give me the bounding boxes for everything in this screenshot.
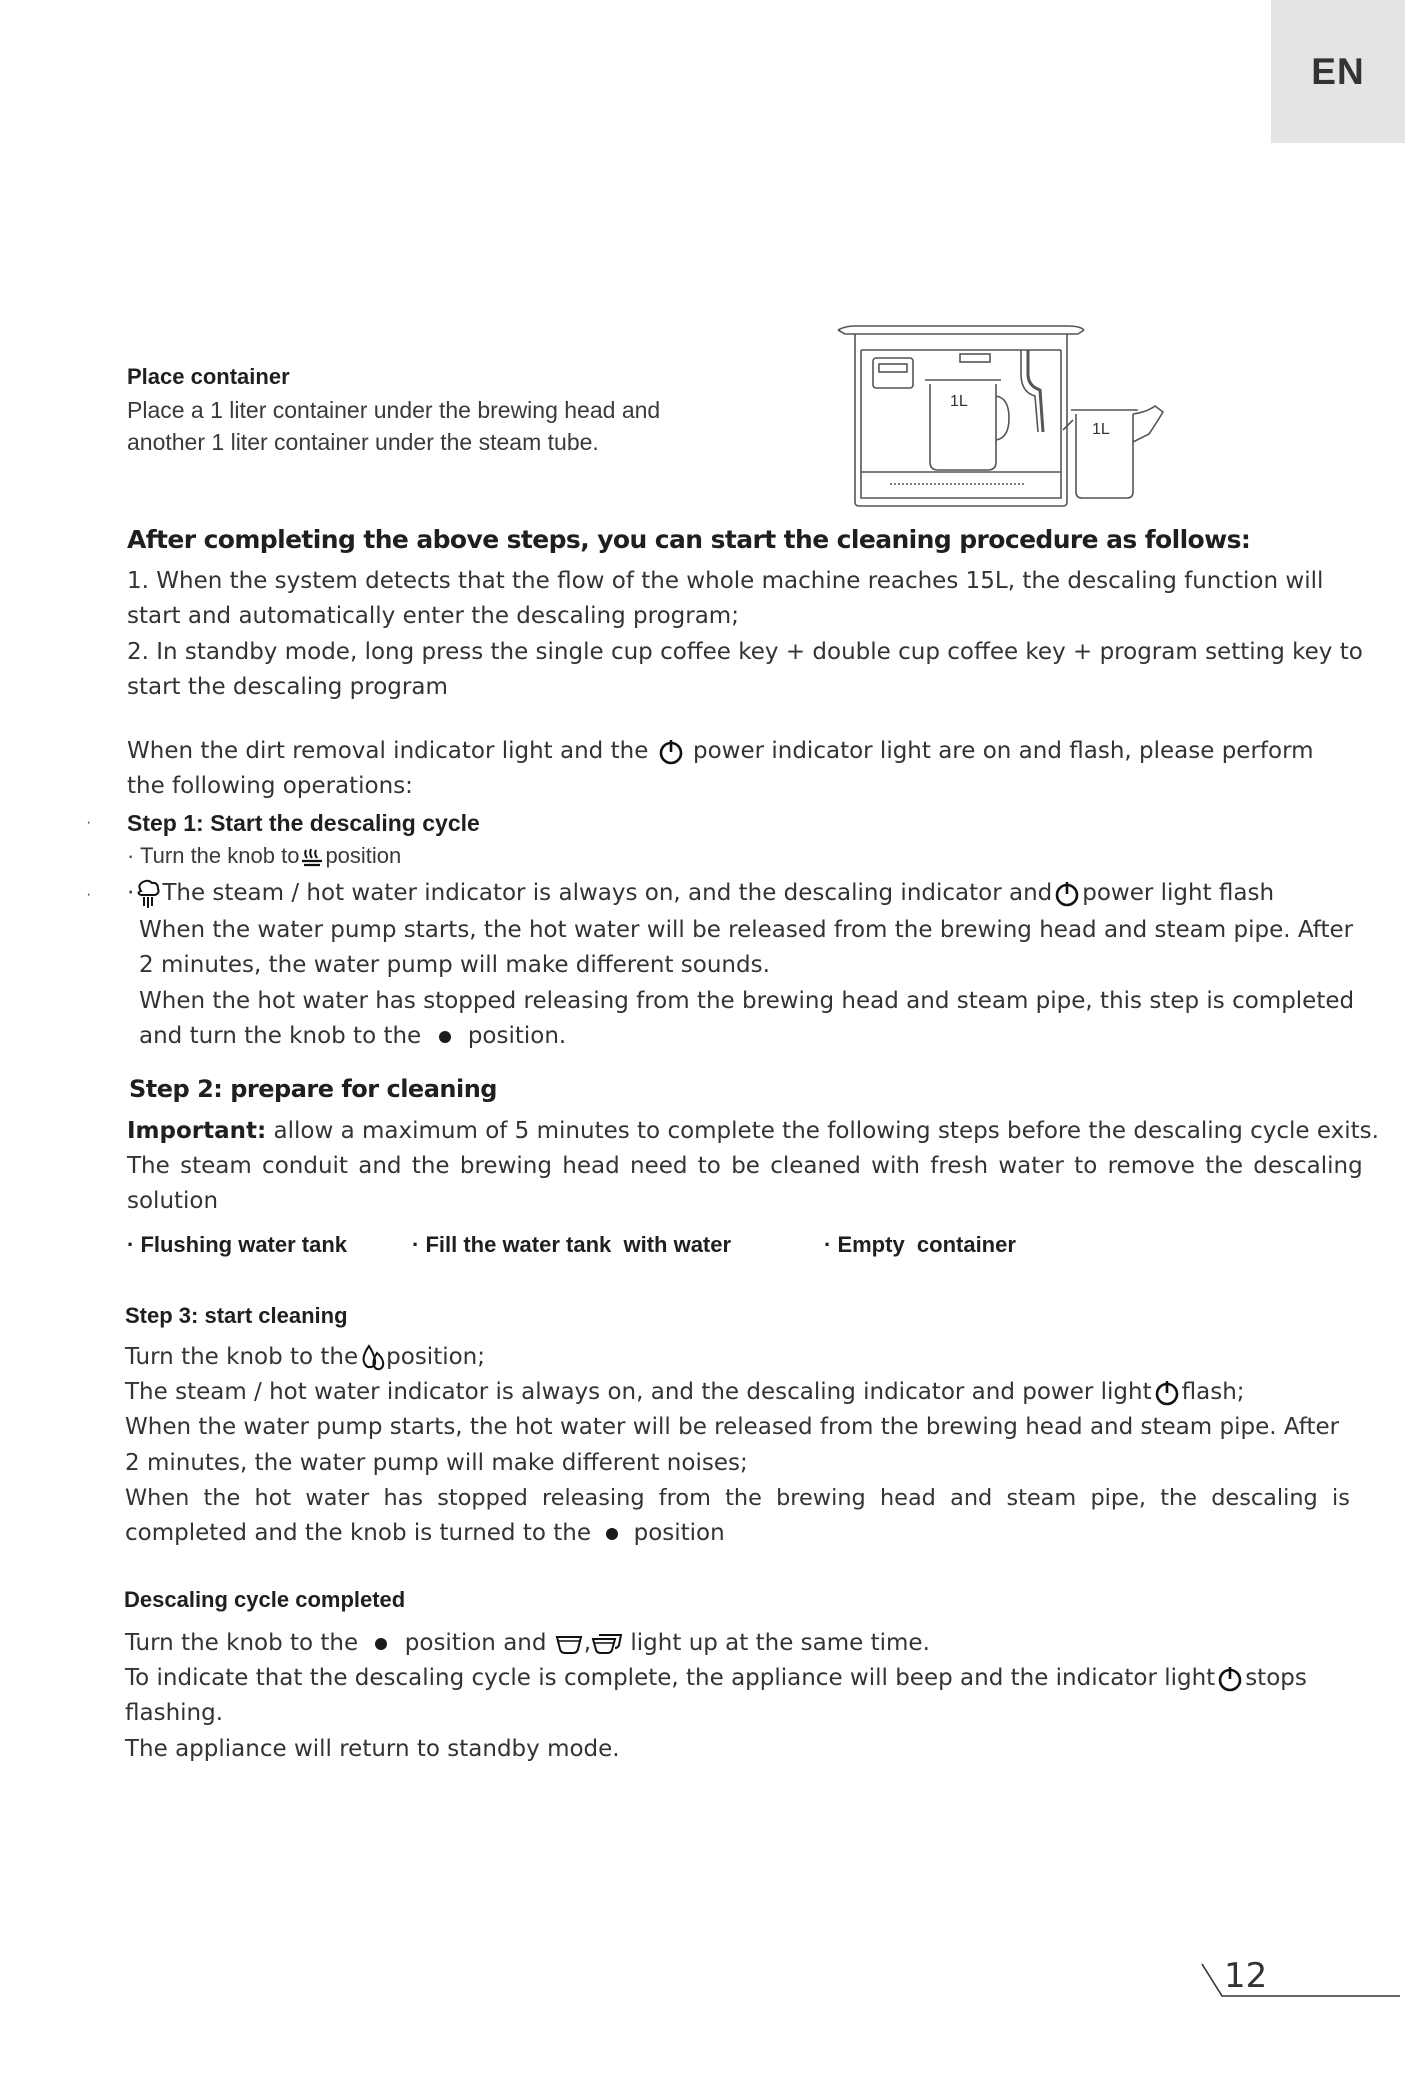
language-tab: EN [1271, 0, 1405, 143]
descaling-completed-title: Descaling cycle completed [124, 1587, 406, 1612]
steam-icon [134, 879, 162, 909]
indicator-line-2: the following operations: [127, 773, 413, 799]
step-3-line-5: When the hot water has stopped releasing from the brewing head and steam pipe, the descaling is [125, 1485, 1350, 1511]
power-icon [1152, 1378, 1182, 1408]
step-3-line-6-a: completed and the knob is turned to the [125, 1520, 591, 1546]
step-1-steam-line [127, 876, 1274, 911]
off-position-dot-icon [375, 1638, 387, 1650]
step-1-knob-line [127, 840, 401, 872]
step-1-para-4 [139, 1019, 566, 1054]
completed-line-3: flashing. [125, 1700, 224, 1726]
step-3-line-2-a: The steam / hot water indicator is always on, and the descaling indicator and power light [125, 1379, 1152, 1405]
step-2-important-line [127, 1114, 1379, 1149]
step-1-para-2: 2 minutes, the water pump will make different sounds. [139, 952, 770, 978]
step-1-para-4-a: and turn the knob to the [139, 1023, 422, 1049]
single-cup-icon [554, 1632, 584, 1656]
intro-line-2: start and automatically enter the descaling program; [127, 603, 739, 629]
completed-line-2-a: To indicate that the descaling cycle is complete, the appliance will beep and the indicator light [125, 1665, 1216, 1691]
power-icon [656, 737, 686, 767]
important-text: allow a maximum of 5 minutes to complete the following steps before the descaling cycle exits. [273, 1118, 1379, 1144]
step-3-line-2 [125, 1375, 1245, 1410]
step-1-steam-text-b: power light flash [1082, 880, 1275, 906]
step-3-title: Step 3: start cleaning [125, 1303, 348, 1328]
double-cup-icon [591, 1632, 623, 1656]
page-number: 12 [1224, 1956, 1268, 1996]
completed-line-1-a: Turn the knob to the [125, 1630, 359, 1656]
step-3-line-6 [125, 1516, 725, 1551]
hot-water-drops-icon [358, 1343, 386, 1373]
place-container-line-1: Place a 1 liter container under the brewing head and [127, 397, 661, 423]
step-3-line-2-b: flash; [1181, 1379, 1245, 1405]
container-2-label: 1L [1092, 421, 1110, 438]
power-icon [1052, 879, 1082, 909]
bullet-fill-water-tank: · Fill the water tank with water [412, 1232, 732, 1257]
step-3-line-3: When the water pump starts, the hot water will be released from the brewing head and steam pipe. After [125, 1414, 1340, 1440]
off-position-dot-icon [606, 1528, 618, 1540]
step-3-line-1 [125, 1340, 485, 1375]
step-1-title: Step 1: Start the descaling cycle [127, 810, 480, 836]
place-container-title: Place container [127, 364, 290, 389]
step-1-para-4-b: position. [467, 1023, 567, 1049]
step-3-line-1-a: Turn the knob to the [125, 1344, 359, 1370]
completed-line-1-b: position and [404, 1630, 547, 1656]
completed-line-1: Turn the knob to the position and , light up at the same time. [125, 1630, 930, 1656]
descaling-position-icon [299, 844, 325, 870]
procedure-heading: After completing the above steps, you can start the cleaning procedure as follows: [127, 525, 1251, 554]
margin-mark: · [86, 886, 92, 903]
margin-mark: · [86, 814, 92, 831]
bullet-flushing-water-tank: · Flushing water tank [127, 1232, 348, 1257]
bullet-empty-container: · Empty container [824, 1232, 1016, 1257]
machine-with-containers-illustration [835, 322, 1180, 512]
indicator-text-a: When the dirt removal indicator light and the [127, 738, 649, 764]
step-1-knob-text-b: position [325, 843, 402, 868]
place-container-line-2: another 1 liter container under the steam tube. [127, 429, 599, 455]
important-label: Important: [127, 1118, 267, 1144]
power-icon [1215, 1664, 1245, 1694]
step-3-line-6-b: position [633, 1520, 725, 1546]
completed-line-2-b: stops [1245, 1665, 1307, 1691]
indicator-line-1 [127, 734, 1314, 769]
completed-line-2 [125, 1661, 1307, 1696]
step-2-line-3: solution [127, 1188, 219, 1214]
page-number-area [1200, 1956, 1405, 2000]
step-1-knob-text-a: · Turn the knob to [127, 843, 300, 868]
intro-line-4: start the descaling program [127, 674, 448, 700]
step-3-line-4: 2 minutes, the water pump will make different noises; [125, 1450, 748, 1476]
step-3-line-1-b: position; [386, 1344, 486, 1370]
container-1-label: 1L [950, 393, 968, 410]
indicator-text-b: power indicator light are on and flash, please perform [692, 738, 1314, 764]
step-1-steam-text-a: The steam / hot water indicator is always on, and the descaling indicator and [162, 880, 1053, 906]
intro-line-1: 1. When the system detects that the flow of the whole machine reaches 15L, the descaling function will [127, 568, 1324, 594]
off-position-dot-icon [439, 1031, 451, 1043]
completed-line-4: The appliance will return to standby mode. [125, 1736, 620, 1762]
step-1-para-3: When the hot water has stopped releasing from the brewing head and steam pipe, this step is completed [139, 988, 1355, 1014]
intro-line-3: 2. In standby mode, long press the single cup coffee key + double cup coffee key + program setting key to [127, 639, 1363, 665]
step-1-steam-dot: · [127, 880, 135, 906]
completed-line-1-c: light up at the same time. [630, 1630, 930, 1656]
step-2-title: Step 2: prepare for cleaning [129, 1075, 497, 1103]
step-1-para-1: When the water pump starts, the hot water will be released from the brewing head and steam pipe. After [139, 917, 1354, 943]
step-2-line-2: The steam conduit and the brewing head need to be cleaned with fresh water to remove the descaling [127, 1153, 1363, 1179]
